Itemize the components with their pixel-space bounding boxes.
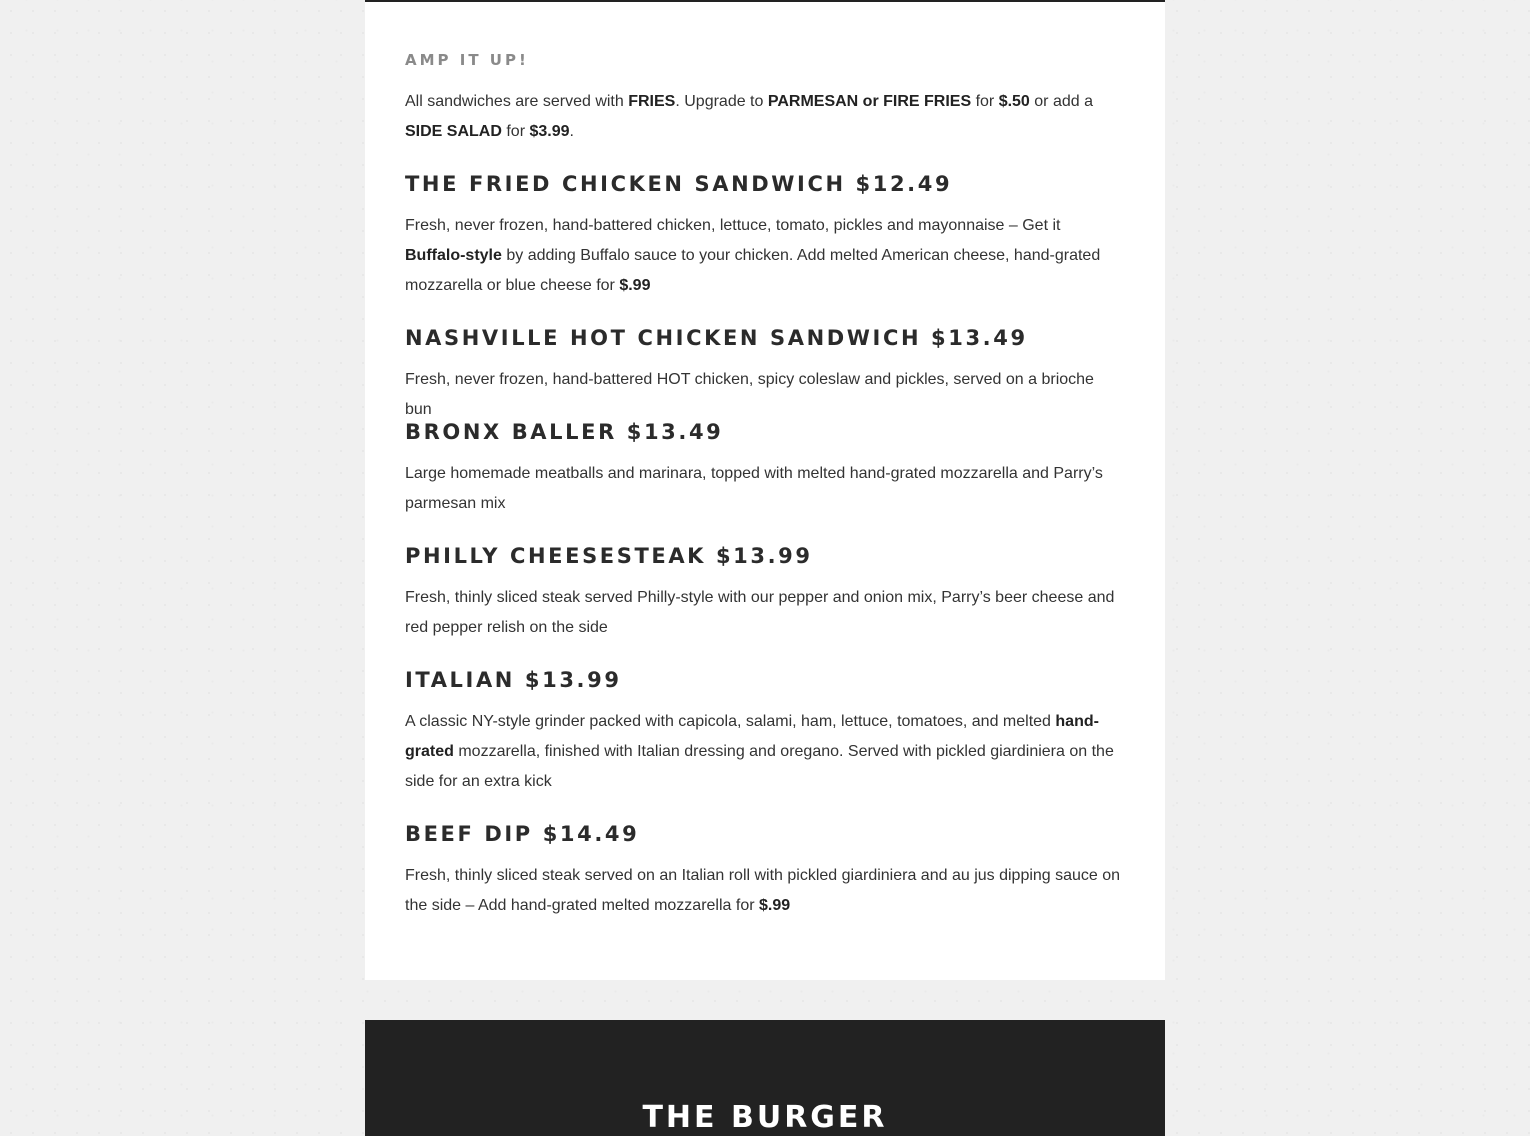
desc-text: Fresh, never frozen, hand-battered HOT chicken, spicy coleslaw and pickles, served on a brioche bun [405, 371, 1094, 418]
intro-text: or add a [1029, 93, 1093, 110]
menu-item-title: THE FRIED CHICKEN SANDWICH $12.49 [405, 172, 953, 196]
section-intro [405, 87, 1125, 147]
intro-bold: PARMESAN or FIRE FRIES [767, 93, 972, 110]
menu-item-title: PHILLY CHEESESTEAK $13.99 [405, 544, 813, 568]
desc-text: Fresh, thinly sliced steak served on an Italian roll with pickled giardiniera and au jus dipping sauce on the side – Add hand-grated melted mozzarella for [405, 867, 1121, 914]
menu-item-title: ITALIAN $13.99 [405, 668, 622, 692]
desc-bold: Buffalo-style [405, 247, 502, 264]
menu-item-description [405, 861, 1125, 921]
intro-bold: FRIES [628, 93, 676, 110]
intro-text: for [501, 123, 530, 140]
sandwich-menu-card [365, 0, 1165, 980]
menu-item-description [405, 459, 1125, 519]
menu-item-description [405, 583, 1125, 643]
intro-text: . [569, 123, 574, 140]
desc-text: by adding Buffalo sauce to your chicken. Add melted American cheese, hand-grated mozzarella or blue cheese for [405, 247, 1101, 294]
menu-item-description [405, 211, 1125, 301]
desc-text: A classic NY-style grinder packed with capicola, salami, ham, lettuce, tomatoes, and melted [405, 713, 1056, 730]
intro-text: . Upgrade to [675, 93, 768, 110]
burger-section-header [365, 1020, 1165, 1136]
desc-text: Fresh, thinly sliced steak served Philly-style with our pepper and onion mix, Parry’s beer cheese and red pepper relish on the side [405, 589, 1115, 636]
desc-text: Large homemade meatballs and marinara, topped with melted hand-grated mozzarella and Parry’s parmesan mix [405, 465, 1103, 512]
intro-text: All sandwiches are served with [405, 93, 629, 110]
intro-text: for [971, 93, 999, 110]
desc-text: mozzarella, finished with Italian dressing and oregano. Served with pickled giardiniera on the side for an extra kick [405, 743, 1114, 790]
menu-item-description [405, 707, 1125, 797]
intro-bold: SIDE SALAD [405, 123, 502, 140]
menu-item-description [405, 365, 1125, 425]
menu-item-title: NASHVILLE HOT CHICKEN SANDWICH $13.49 [405, 326, 1028, 350]
desc-bold: $.99 [758, 897, 791, 914]
desc-bold: $.99 [619, 277, 651, 294]
desc-text: Fresh, never frozen, hand-battered chicken, lettuce, tomato, pickles and mayonnaise – Get it [405, 217, 1061, 234]
burger-section-title: THE BURGER [642, 1100, 888, 1135]
intro-bold: $.50 [998, 93, 1030, 110]
desc-bold: hand-grated [405, 713, 1099, 760]
menu-item-title: BRONX BALLER $13.49 [405, 420, 724, 444]
menu-item-title: BEEF DIP $14.49 [405, 822, 640, 846]
intro-bold: $3.99 [529, 123, 570, 140]
section-label: AMP IT UP! [405, 51, 529, 69]
